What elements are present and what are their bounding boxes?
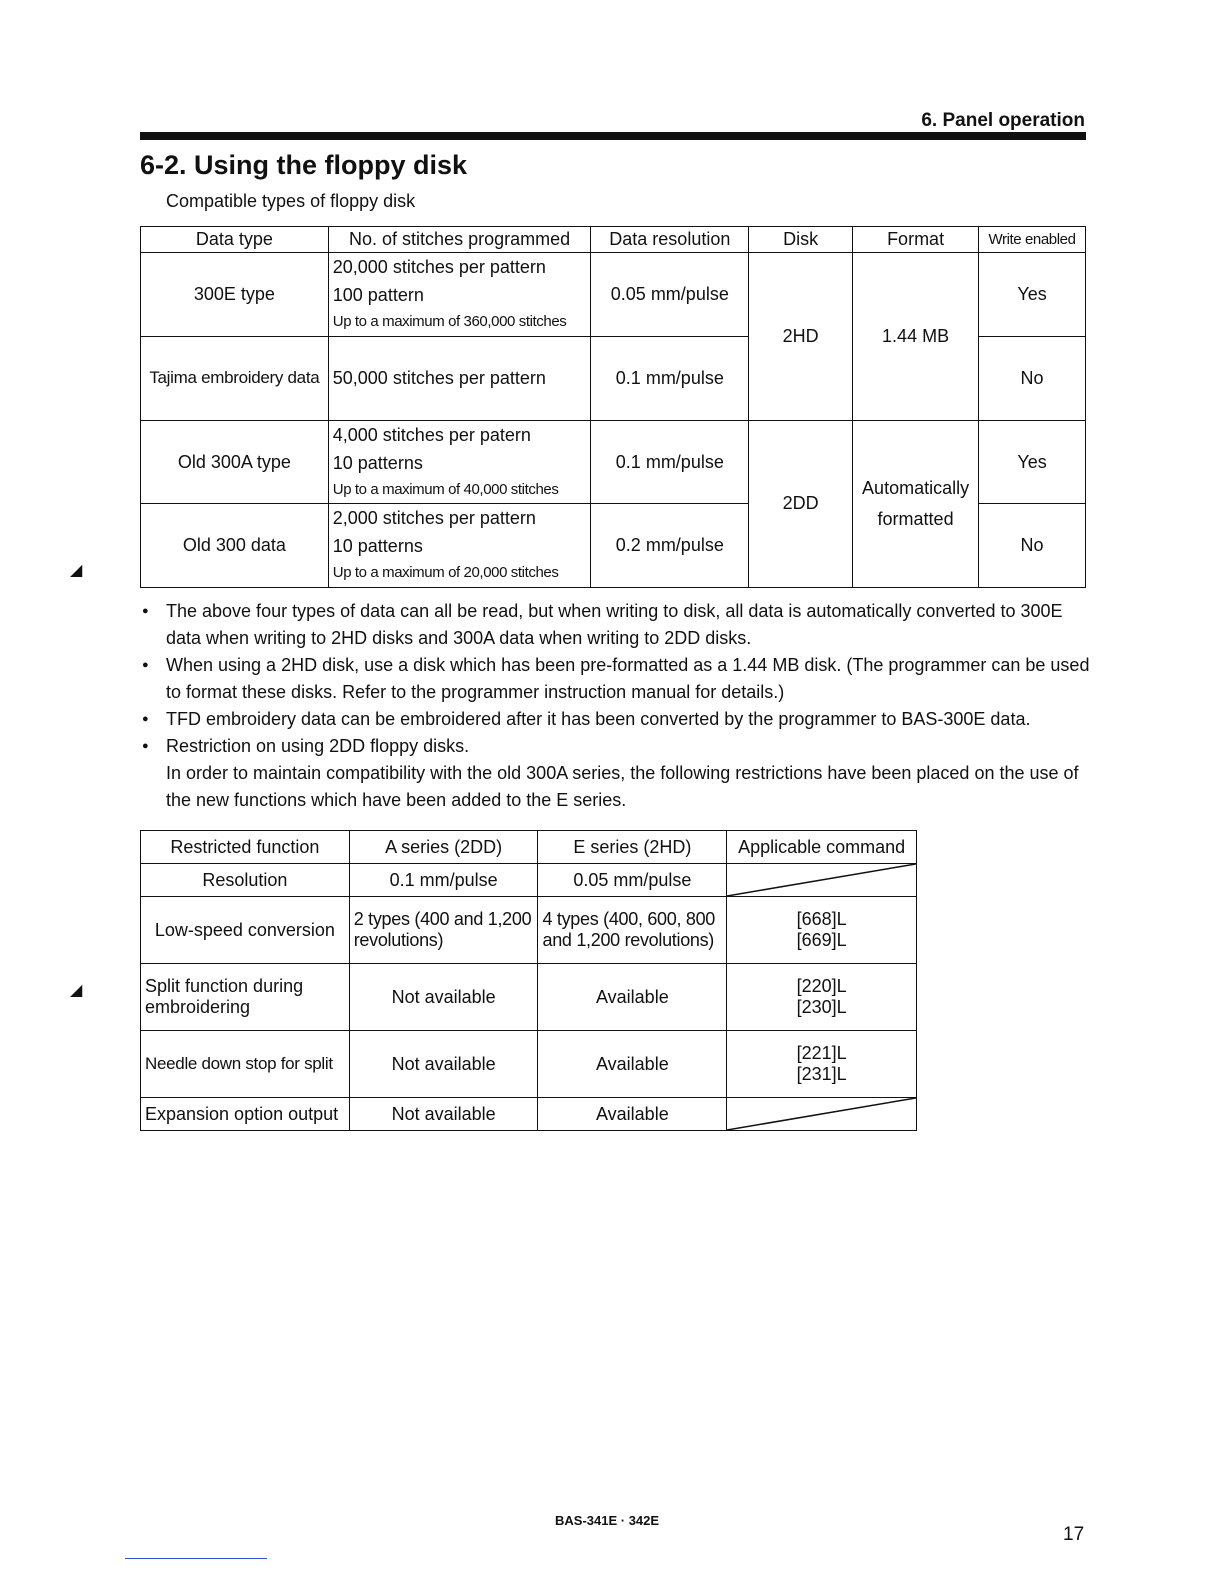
header-disk: Disk <box>749 227 853 253</box>
note-item: ● Restriction on using 2DD floppy disks. <box>140 733 1090 760</box>
header-format: Format <box>853 227 979 253</box>
write-cell: Yes <box>979 420 1086 504</box>
stitches-cell <box>328 253 591 337</box>
table-header-row <box>141 831 917 864</box>
a-series-cell: 0.1 mm/pulse <box>349 864 538 897</box>
a-series-cell: Not available <box>349 964 538 1031</box>
function-cell: Split function during embroidering <box>141 964 350 1031</box>
table-row <box>141 253 1086 337</box>
write-cell: Yes <box>979 253 1086 337</box>
resolution-cell: 0.2 mm/pulse <box>591 504 749 588</box>
stitch-line: 2,000 stitches per pattern <box>332 508 536 529</box>
header-data-type: Data type <box>141 227 329 253</box>
cell-line: revolutions) <box>353 930 444 950</box>
command-cell <box>727 897 917 964</box>
notes-list <box>140 598 1090 814</box>
stitch-line: 10 patterns <box>332 536 423 557</box>
diagonal-slash <box>727 1098 916 1130</box>
stitches-cell <box>328 420 591 504</box>
function-cell: Resolution <box>141 864 350 897</box>
table-row <box>141 897 917 964</box>
function-cell: Needle down stop for split <box>141 1031 350 1098</box>
resolution-cell: 0.1 mm/pulse <box>591 420 749 504</box>
header-write-enabled: Write enabled <box>979 227 1086 253</box>
stitch-line: 20,000 stitches per pattern <box>332 257 546 278</box>
cell-line: and 1,200 revolutions) <box>542 930 715 950</box>
format-cell <box>853 420 979 587</box>
diagonal-slash <box>727 864 916 896</box>
floppy-disk-table <box>140 226 1086 588</box>
format-line: formatted <box>877 508 954 529</box>
e-series-cell: Available <box>538 1098 727 1131</box>
data-type-cell: Tajima embroidery data <box>141 336 329 420</box>
command-code: [231]L <box>796 1064 847 1084</box>
data-type-cell: Old 300A type <box>141 420 329 504</box>
binding-mark-icon: ◢ <box>70 982 83 999</box>
write-cell: No <box>979 336 1086 420</box>
restriction-table <box>140 830 917 1131</box>
command-code: [220]L <box>796 976 847 997</box>
stitch-line: Up to a maximum of 40,000 stitches <box>332 480 559 498</box>
cell-line: 2 types (400 and 1,200 <box>353 909 532 930</box>
cell-line: 4 types (400, 600, 800 <box>542 909 716 930</box>
format-line: Automatically <box>862 477 970 498</box>
table-row <box>141 420 1086 504</box>
format-cell: 1.44 MB <box>853 253 979 420</box>
data-type-cell: Old 300 data <box>141 504 329 588</box>
a-series-cell: Not available <box>349 1031 538 1098</box>
header-e-series: E series (2HD) <box>538 831 727 864</box>
header-a-series: A series (2DD) <box>349 831 538 864</box>
table-row <box>141 1098 917 1131</box>
write-cell: No <box>979 504 1086 588</box>
header-restricted-function: Restricted function <box>141 831 350 864</box>
stitch-line: 100 pattern <box>332 285 424 306</box>
table-row <box>141 964 917 1031</box>
command-code: [221]L <box>796 1043 847 1064</box>
header-applicable-command: Applicable command <box>727 831 917 864</box>
function-cell: Expansion option output <box>141 1098 350 1131</box>
e-series-cell: 0.05 mm/pulse <box>538 864 727 897</box>
stitch-line: Up to a maximum of 360,000 stitches <box>332 313 567 331</box>
section-subtitle: Compatible types of floppy disk <box>166 191 416 211</box>
section-title: 6-2. Using the floppy disk <box>140 150 468 180</box>
note-item: ● The above four types of data can all be read, but when writing to disk, all data is automatically converted to 300E data when writing to 2HD disks and 300A data when writing to 2DD disks. <box>140 598 1090 652</box>
e-series-cell: Available <box>538 964 727 1031</box>
stitch-line: 4,000 stitches per patern <box>332 424 531 445</box>
table-header-row <box>141 227 1086 253</box>
table-row <box>141 1031 917 1098</box>
resolution-cell: 0.05 mm/pulse <box>591 253 749 337</box>
chapter-header: 6. Panel operation <box>921 110 1085 131</box>
disk-cell: 2HD <box>749 253 853 420</box>
binding-mark-icon: ◢ <box>70 562 83 579</box>
stitches-cell <box>328 504 591 588</box>
empty-command-cell <box>727 864 917 897</box>
note-item: ● When using a 2HD disk, use a disk which has been pre-formatted as a 1.44 MB disk. (The programmer can be used to format these disks. Refer to the programmer instruction manual for details.) <box>140 652 1090 706</box>
page-number: 17 <box>1063 1524 1085 1545</box>
command-cell <box>727 1031 917 1098</box>
data-type-cell: 300E type <box>141 253 329 337</box>
footer-rule <box>125 1558 267 1559</box>
disk-cell: 2DD <box>749 420 853 587</box>
command-code: [668]L <box>796 909 847 930</box>
note-item: ● TFD embroidery data can be embroidered after it has been converted by the programmer to BAS-300E data. <box>140 706 1090 733</box>
a-series-cell <box>349 897 538 964</box>
model-footer: BAS-341E · 342E <box>555 1513 660 1528</box>
table-row <box>141 864 917 897</box>
command-cell <box>727 964 917 1031</box>
header-stitches: No. of stitches programmed <box>328 227 591 253</box>
restriction-paragraph: In order to maintain compatibility with the old 300A series, the following restrictions have been placed on the use of the new functions which have been added to the E series. <box>166 763 1079 810</box>
empty-command-cell <box>727 1098 917 1131</box>
command-code: [230]L <box>796 997 847 1017</box>
stitch-line: Up to a maximum of 20,000 stitches <box>332 564 559 582</box>
stitches-cell: 50,000 stitches per pattern <box>328 336 591 420</box>
resolution-cell: 0.1 mm/pulse <box>591 336 749 420</box>
header-resolution: Data resolution <box>591 227 749 253</box>
a-series-cell: Not available <box>349 1098 538 1131</box>
e-series-cell: Available <box>538 1031 727 1098</box>
command-code: [669]L <box>796 930 847 950</box>
header-rule <box>140 132 1086 140</box>
function-cell: Low-speed conversion <box>141 897 350 964</box>
e-series-cell <box>538 897 727 964</box>
stitch-line: 10 patterns <box>332 452 423 473</box>
